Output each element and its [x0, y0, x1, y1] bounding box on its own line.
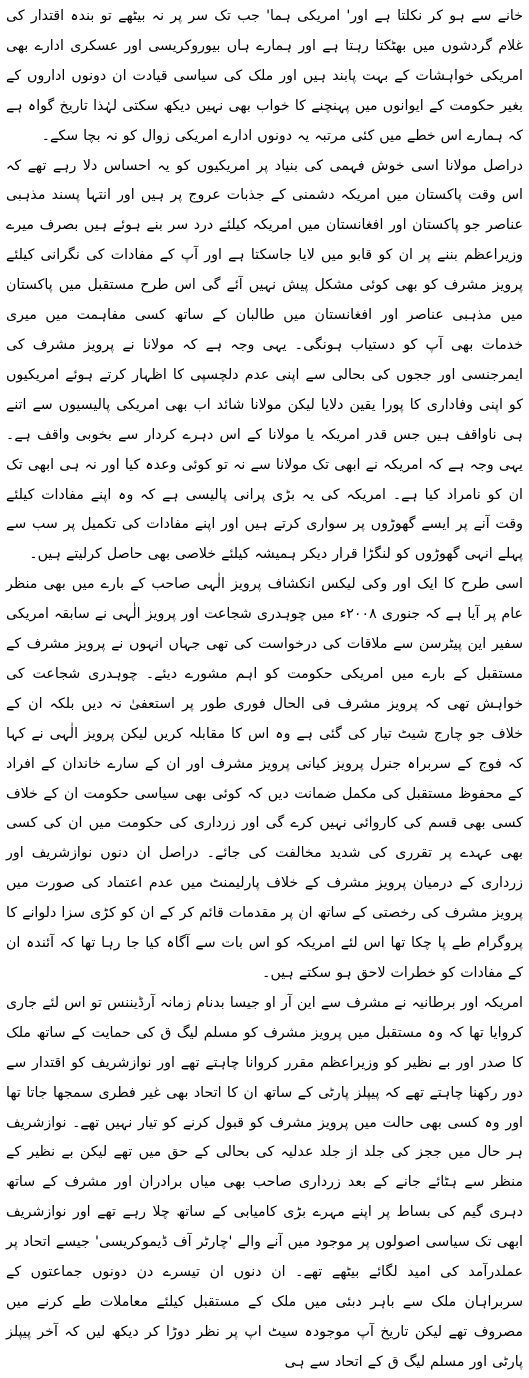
article-paragraph-1: خانے سے ہو کر نکلتا ہے اور' امریکی ہما' جب تک سر پر نہ بیٹھے تو بندہ اقتدار کی غلام گردشوں میں بھٹکتا رہتا ہے اور ہمارے ہاں بیوروکریسی اور عسکری ادارے بھی امریکی خواہشات کے بہت پابند ہیں اور ملک کی سیاسی قیادت ان دونوں اداروں کے بغیر حکومت کے ایوانوں میں پہنچنے کا خواب بھی نہیں دیکھ سکتی لہٰذا تاریخ گواہ ہے کہ ہمارے اس خطے میں کئی مرتبہ یہ دونوں ادارے امریکی زوال کو نہ بچا سکے۔ — [6, 8, 523, 144]
article-paragraph-4: امریکہ اور برطانیہ نے مشرف سے این آر او جیسا بدنام زمانہ آرڈیننس تو اس لئے جاری کروایا تھا کہ وہ مستقبل میں پرویز مشرف کو مسلم لیگ ق کی حمایت کے ساتھ ملک کا صدر اور بے نظیر کو وزیراعظم مقرر کروانا چاہتے تھے اور نوازشریف کو اقتدار سے دور رکھنا چاہتے تھے کہ پیپلز پارٹی کے ساتھ ان کا اتحاد بھی غیر فطری سمجھا جاتا تھا اور وہ کسی بھی حالت میں پرویز مشرف کو قبول کرنے کو تیار نہیں تھے۔ نوازشریف ہر حال میں ججز کی جلد از جلد عدلیہ کی بحالی کے حق میں تھے لیکن بے نظیر کے منظر سے ہٹائے جانے کے بعد زرداری صاحب بھی میاں برادران اور مشرف کے ساتھ دہری گیم کی بساط پر اپنے مہرے بڑی کامیابی کے ساتھ چلا رہے تھے اور نوازشریف ابھی تک سیاسی اصولوں پر موجود میں آنے والے 'چارٹر آف ڈیموکریسی' جیسے اتحاد پر عملدرآمد کی امید لگائے بیٹھے تھے۔ ان دنوں ان تیسرے دن دونوں جماعتوں کے سربراہان ملک سے باہر دبئی میں ملک کے مستقبل کیلئے معاملات طے کرنے میں مصروف تھے لیکن تاریخ آپ موجودہ سیٹ اپ پر نظر دوڑا کر دیکھ لیں کہ آخر پیپلز پارٹی اور مسلم لیگ ق کے اتحاد سے ہی — [6, 994, 523, 1370]
article-paragraph-3: اسی طرح کا ایک اور وکی لیکس انکشاف پرویز الٰہی صاحب کے بارے میں بھی منظر عام پر آیا ہے کہ جنوری ۲۰۰۸ء میں چوہدری شجاعت اور پرویز الٰہی نے سابقہ امریکی سفیر این پیٹرسن سے ملاقات کی درخواست کی تھی جہاں انہوں نے پرویز مشرف کے مستقبل کے بارے میں امریکی حکومت کو اہم مشورے دیئے۔ چوہدری شجاعت کی خواہش تھی کہ پرویز مشرف فی الحال فوری طور پر استعفیٰ نہ دیں بلکہ ان کے خلاف جو چارج شیٹ تیار کی گئی ہے وہ اس کا مقابلہ کریں لیکن پرویز الٰہی نے کہا کہ فوج کے سربراہ جنرل پرویز کیانی پرویز مشرف اور ان کے سارے خاندان کے افراد کے محفوظ مستقبل کی مکمل ضمانت دیں کہ کوئی بھی سیاسی حکومت ان کے خلاف کسی بھی قسم کی کاروائی نہیں کرے گی اور زرداری کی حکومت میں ان کی کسی بھی عہدے پر تقرری کی شدید مخالفت کی جائے۔ دراصل ان دنوں نوازشریف اور زرداری کے درمیان پرویز مشرف کے خلاف پارلیمنٹ میں عدم اعتماد کی صورت میں پرویز مشرف کی رخصتی کے ساتھ ان پر مقدمات قائم کر کے ان کو کڑی سزا دلوانے کا پروگرام طے پا چکا تھا اس لئے امریکہ کو اس بات سے آگاہ کیا جا رہا تھا کہ آئندہ ان کے مفادات کو خطرات لاحق ہو سکتے ہیں۔ — [6, 576, 523, 981]
article-paragraph-2: دراصل مولانا اسی خوش فہمی کی بنیاد پر امریکیوں کو یہ احساس دلا رہے تھے کہ اس وقت پاکستان میں امریکہ دشمنی کے جذبات عروج پر ہیں اور انتہا پسند مذہبی عناصر جو پاکستان اور افغانستان میں امریکہ کیلئے درد سر بنے ہوئے ہیں بصرف میرے وزیراعظم بننے پر ان کو قابو میں لایا جاسکتا ہے اور آپ کے مفادات کی نگرانی کیلئے پرویز مشرف کو بھی کوئی مشکل پیش نہیں آئے گی اس طرح مستقبل میں پاکستان میں مذہبی عناصر اور افغانستان میں طالبان کے ساتھ کسی مفاہمت میں میری خدمات بھی آپ کو دستیاب ہونگی۔ یہی وجہ ہے کہ مولانا نے پرویز مشرف کی ایمرجنسی اور ججوں کی بحالی سے اپنی عدم دلچسپی کا اظہار کرتے ہوئے امریکیوں کو اپنی وفاداری کا پورا یقین دلایا لیکن مولانا شائد اب بھی امریکی پالیسیوں سے اتنے ہی ناواقف ہیں جس قدر امریکہ یا مولانا کے اس دہرے کردار سے بخوبی واقف ہے۔ یہی وجہ ہے کہ امریکہ نے ابھی تک مولانا سے نہ تو کوئی وعدہ کیا اور نہ ہی ابھی تک ان کو نامراد کیا ہے۔ امریکہ کی یہ بڑی پرانی پالیسی ہے کہ وہ اپنے مفادات کیلئے وقت آنے پر ایسے گھوڑوں پر سواری کرتے ہیں اور اپنے مفادات کی تکمیل پر سب سے پہلے انہی گھوڑوں کو لنگڑا قرار دیکر ہمیشہ کیلئے خلاصی بھی حاصل کرلیتے ہیں۔ — [6, 157, 523, 563]
